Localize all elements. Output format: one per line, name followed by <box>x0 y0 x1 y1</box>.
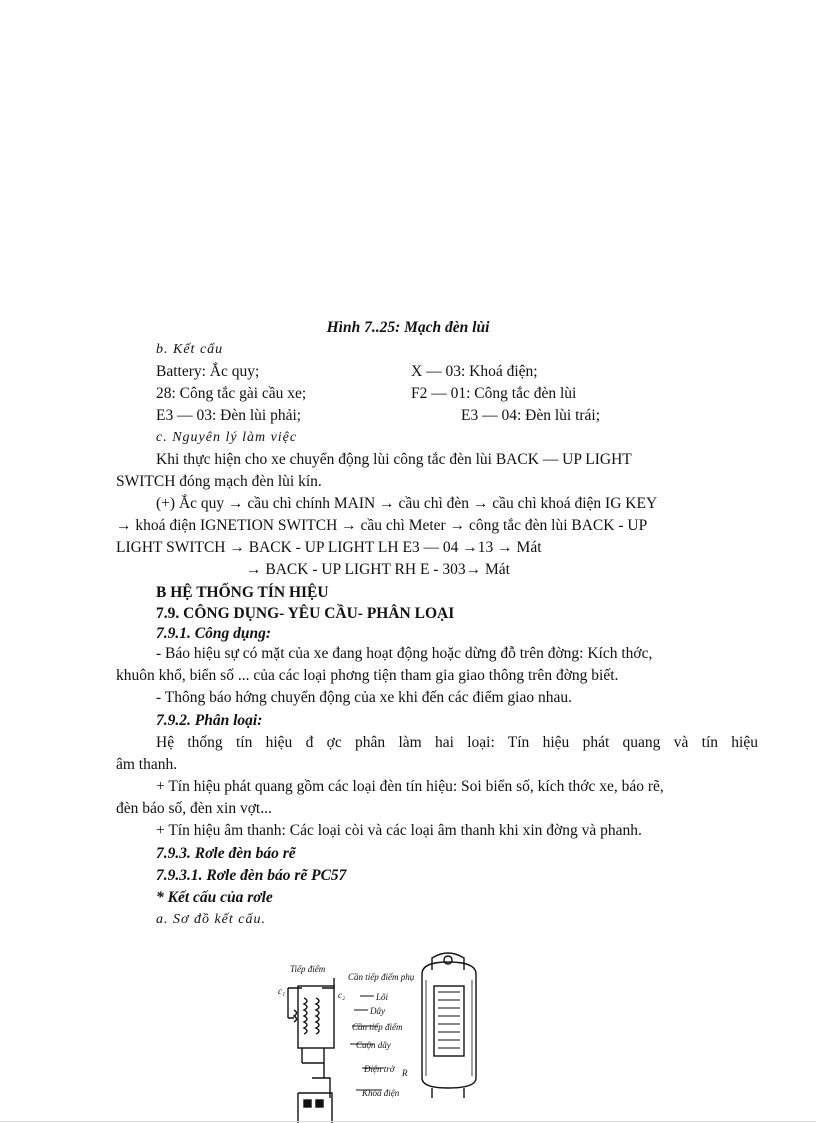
relay-can <box>422 962 476 1088</box>
paragraph-line: SWITCH đóng mạch đèn lùi kín. <box>116 473 322 490</box>
relay-frame <box>298 986 334 1048</box>
section-a-label: a. Sơ đồ kết cấu. <box>156 912 267 927</box>
page-bottom-rule <box>0 1121 816 1122</box>
paragraph-line: Khi thực hiện cho xe chuyển động lùi công tắc đèn lùi BACK — UP LIGHT <box>156 451 632 468</box>
legend-left-1: Battery: Ắc quy; <box>156 363 260 380</box>
heading-7-9-1: 7.9.1. Công dụng: <box>156 625 271 642</box>
paragraph-line: - Báo hiệu sự có mặt của xe đang hoạt động hoặc dừng đỗ trên đờng: Kích thớc, <box>156 645 653 662</box>
paragraph-line: + Tín hiệu phát quang gồm các loại đèn tín hiệu: Soi biển số, kích thớc xe, báo rẽ, <box>156 778 664 795</box>
label-resistor: Điện trở <box>364 1064 395 1074</box>
legend-right-2: F2 — 01: Công tắc đèn lùi <box>411 385 577 402</box>
label-core: Lõi <box>376 992 389 1002</box>
heading-7-9-3: 7.9.3. Rơle đèn báo rẽ <box>156 845 296 862</box>
paragraph-line: + Tín hiệu âm thanh: Các loại còi và các loại âm thanh khi xin đờng và phanh. <box>156 822 642 839</box>
paragraph-line: Hệ thống tín hiệu đ ợc phân làm hai loại: Tín hiệu phát quang và tín hiệu <box>156 734 758 751</box>
label-contact: Tiếp điểm <box>290 964 326 974</box>
paragraph-line: khuôn khổ, biển số ... của các loại phơng tiện tham gia giao thông trên đờng biết. <box>116 667 619 684</box>
legend-left-2: 28: Công tắc gài cầu xe; <box>156 385 307 402</box>
label-r: R <box>402 1068 408 1078</box>
figure-caption: Hình 7..25: Mạch đèn lùi <box>326 319 490 336</box>
label-wire: Dây <box>370 1006 385 1016</box>
relay-coil <box>304 998 319 1034</box>
heading-7-9: 7.9. CÔNG DỤNG- YÊU CẦU- PHÂN LOẠI <box>156 605 455 622</box>
label-c1: c₁ <box>278 986 286 996</box>
label-aux-arm: Cần tiếp điểm phụ <box>348 972 415 982</box>
flow-line: → khoá điện IGNETION SWITCH → cầu chì Meter → công tắc đèn lùi BACK - UP <box>116 517 648 534</box>
label-arm: Cần tiếp điểm <box>352 1022 403 1032</box>
relay-structure-diagram <box>272 948 502 1123</box>
section-b-label: b. Kết cấu <box>156 342 224 357</box>
heading-b: B HỆ THỐNG TÍN HIỆU <box>156 584 329 601</box>
heading-7-9-2: 7.9.2. Phân loại: <box>156 712 263 729</box>
label-coil: Cuộn dây <box>356 1040 391 1050</box>
legend-right-1: X — 03: Khoá điện; <box>411 363 538 380</box>
paragraph-line: - Thông báo hớng chuyển động của xe khi đến các điểm giao nhau. <box>156 689 572 706</box>
heading-structure: * Kết cấu của rơle <box>156 889 273 906</box>
paragraph-line: đèn báo số, đèn xin vợt... <box>116 800 272 817</box>
flow-line: LIGHT SWITCH → BACK - UP LIGHT LH E3 — 04 →13 → Mát <box>116 539 542 556</box>
flow-line: (+) Ắc quy → cầu chì chính MAIN → cầu chì đèn → cầu chì khoá điện IG KEY <box>156 495 658 512</box>
label-c2: c₂ <box>338 990 346 1000</box>
legend-right-3: E3 — 04: Đèn lùi trái; <box>461 407 601 424</box>
section-c-label: c. Nguyên lý làm việc <box>156 430 298 445</box>
legend-left-3: E3 — 03: Đèn lùi phải; <box>156 407 302 424</box>
heading-7-9-3-1: 7.9.3.1. Rơle đèn báo rẽ PC57 <box>156 867 347 884</box>
flow-line: → BACK - UP LIGHT RH E - 303→ Mát <box>246 561 510 578</box>
label-key: Khóa điện <box>362 1088 400 1098</box>
paragraph-line: âm thanh. <box>116 756 178 773</box>
